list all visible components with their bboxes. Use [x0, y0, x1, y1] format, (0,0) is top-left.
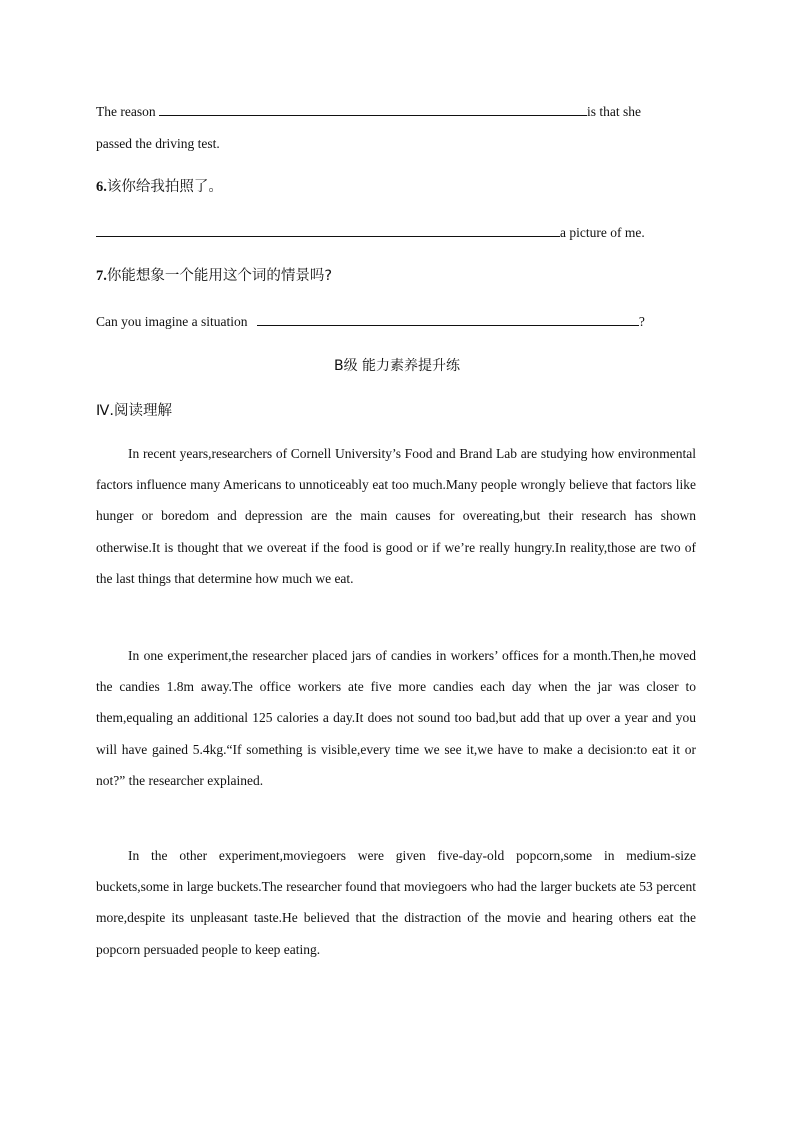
passage-paragraph-3: In the other experiment,moviegoers were given five-day-old popcorn,some in medium-size buckets,some in large buckets.The researcher found that moviegoers who had the larger buckets ate 53 percent more,despite its unpleasant taste.He believed that the distraction of the movie and hearing others eat the popcorn persuaded people to keep eating.	[96, 848, 696, 957]
q5-sentence-line2: passed the driving test.	[96, 136, 220, 151]
q7-chinese: 你能想象一个能用这个词的情景吗?	[106, 268, 333, 284]
q7-answer-blank[interactable]	[257, 312, 639, 326]
q7-prompt	[96, 266, 696, 286]
q7-number: 7.	[96, 268, 107, 284]
q6-prompt	[96, 177, 696, 197]
q7-prefix: Can you imagine a situation	[96, 314, 248, 329]
passage-paragraph-2: In one experiment,the researcher placed jars of candies in workers’ offices for a month.Then,he moved the candies 1.8m away.The office workers ate five more candies each day when the jar was closer to them,equaling an additional 125 calories a day.It does not sound too bad,but add that up over a year and you will have gained 5.4kg.“If something is visible,every time we see it,we have to make a decision:to eat it or not?” the researcher explained.	[96, 648, 696, 788]
q6-suffix: a picture of me.	[560, 225, 645, 240]
q7-suffix: ?	[638, 314, 645, 329]
q6-answer-blank[interactable]	[96, 223, 560, 237]
q5-answer-blank[interactable]	[159, 102, 587, 116]
q6-chinese: 该你给我拍照了。	[106, 179, 223, 195]
level-title: B级 能力素养提升练	[333, 358, 461, 374]
q5-sentence-line1	[96, 102, 696, 122]
q5-prefix: The reason	[96, 104, 156, 119]
q7-answer-line	[96, 312, 696, 332]
section-title: Ⅳ.阅读理解	[96, 403, 172, 419]
q6-answer-line	[96, 223, 696, 243]
q6-number: 6.	[96, 179, 107, 195]
q5-suffix: is that she	[586, 104, 641, 119]
passage-paragraph-1: In recent years,researchers of Cornell University’s Food and Brand Lab are studying how environmental factors influence many Americans to unnoticeably eat too much.Many people wrongly believe that factors like hunger or boredom and depression are the main causes for overeating,but their research has shown otherwise.It is thought that we overeat if the food is good or if we’re really hungry.In reality,those are two of the last things that determine how much we eat.	[96, 446, 696, 586]
